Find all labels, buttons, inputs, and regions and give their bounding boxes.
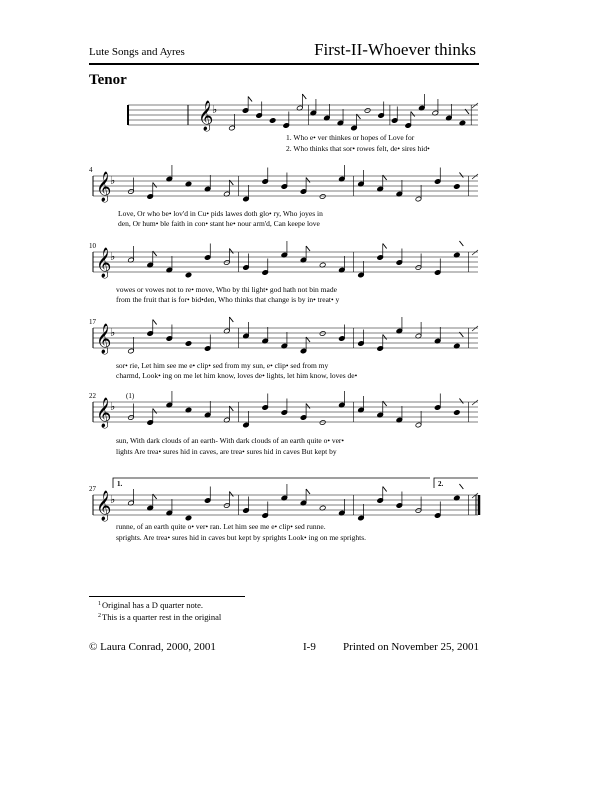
lyric-line: Love, Or who be• lov'd in Cu• pids lawes doth glo• ry, Who joyes in — [118, 209, 323, 218]
custos — [472, 250, 478, 255]
treble-clef: 𝄞 — [96, 491, 112, 521]
note-head — [185, 341, 192, 347]
custos — [472, 174, 478, 179]
note-flag — [306, 404, 310, 409]
footnote-1: $^1$Original has a D quarter note. — [98, 600, 204, 610]
voice-label: Tenor — [89, 72, 127, 88]
lyric-line: runne, of an earth quite o• ver• ran. Let him see me e• clip• sed runne. — [116, 522, 326, 531]
footnote-marker: (1) — [126, 392, 135, 400]
note-head — [454, 410, 461, 416]
print-date: Printed on November 25, 2001 — [343, 641, 479, 653]
treble-clef: 𝄞 — [96, 398, 112, 428]
treble-clef: 𝄞 — [96, 324, 112, 354]
note-head — [185, 515, 192, 521]
book-title: Lute Songs and Ayres — [89, 46, 185, 58]
song-title: First-II-Whoever thinks — [314, 40, 476, 59]
lyric-line: from the fruit that is for• bid•den, Who thinks that change is by in• treat• y — [116, 295, 340, 304]
treble-clef: 𝄞 — [96, 248, 112, 278]
note-flag — [459, 241, 463, 246]
measure-number: 27 — [89, 485, 96, 493]
key-flat: ♭ — [110, 400, 116, 413]
custos — [472, 400, 478, 405]
custos — [472, 326, 478, 331]
note-head — [269, 118, 276, 124]
note-flag — [383, 244, 387, 249]
footnote-rule — [89, 596, 245, 597]
measure-number: 4 — [89, 166, 93, 174]
lyric-line: sor• rie, Let him see me e• clip• sed from my sun, e• clip• sed from my — [116, 361, 329, 370]
key-flat: ♭ — [212, 103, 218, 116]
footnote-2: $^2$This is a quarter rest in the original — [98, 612, 222, 622]
key-flat: ♭ — [110, 326, 116, 339]
note-flag — [302, 94, 306, 99]
measure-number: 17 — [89, 318, 96, 326]
note-flag — [383, 487, 387, 492]
note-flag — [306, 489, 310, 494]
note-flag — [411, 112, 415, 117]
lyric-line: sun, With dark clouds of an earth- With dark clouds of an earth quite o• ver• — [116, 436, 345, 445]
note-flag — [229, 317, 233, 322]
note-flag — [153, 183, 157, 188]
note-flag — [459, 484, 463, 489]
lyric-line: 2. Who thinks that sor• rowes felt, de• sires hid• — [286, 144, 430, 153]
page-number: I-9 — [303, 641, 316, 653]
treble-clef: 𝄞 — [96, 172, 112, 202]
note-flag — [153, 409, 157, 414]
note-flag — [229, 249, 233, 254]
custos — [472, 103, 478, 108]
lyric-line: charmd, Look• ing on me let him know, loves de• lights, let him know, loves de• — [116, 371, 358, 380]
note-flag — [306, 178, 310, 183]
note-flag — [459, 173, 463, 178]
measure-number: 10 — [89, 242, 96, 250]
key-flat: ♭ — [110, 250, 116, 263]
key-flat: ♭ — [110, 174, 116, 187]
note-head — [319, 331, 326, 337]
note-flag — [248, 97, 252, 102]
custos — [472, 493, 478, 498]
note-head — [319, 194, 326, 200]
lyric-line: sprights. Are trea• sures hid in caves but kept by sprights Look• ing on me sprights. — [116, 533, 367, 542]
note-flag — [229, 492, 233, 497]
note-flag — [153, 320, 157, 325]
note-head — [319, 420, 326, 426]
note-flag — [459, 399, 463, 404]
note-head — [364, 108, 371, 114]
note-flag — [383, 335, 387, 340]
lyric-line: vowes or vowes not to re• move, Who by thi light• god hath not bin made — [116, 285, 337, 294]
note-flag — [306, 246, 310, 251]
measure-number: 22 — [89, 392, 96, 400]
lyric-line: den, Or hum• ble faith in con• stant he• nour arm'd, Can keepe love — [118, 219, 320, 228]
lyric-line: lights Are trea• sures hid in caves, are trea• sures hid in caves But kept by — [116, 447, 337, 456]
copyright: © Laura Conrad, 2000, 2001 — [89, 641, 216, 653]
lyric-line: 1. Who e• ver thinkes or hopes of Love for — [286, 133, 415, 142]
volta-1-label: 1. — [117, 480, 123, 488]
key-flat: ♭ — [110, 493, 116, 506]
note-head — [454, 184, 461, 190]
note-head — [185, 272, 192, 278]
volta-2-label: 2. — [438, 480, 444, 488]
treble-clef: 𝄞 — [198, 101, 214, 131]
